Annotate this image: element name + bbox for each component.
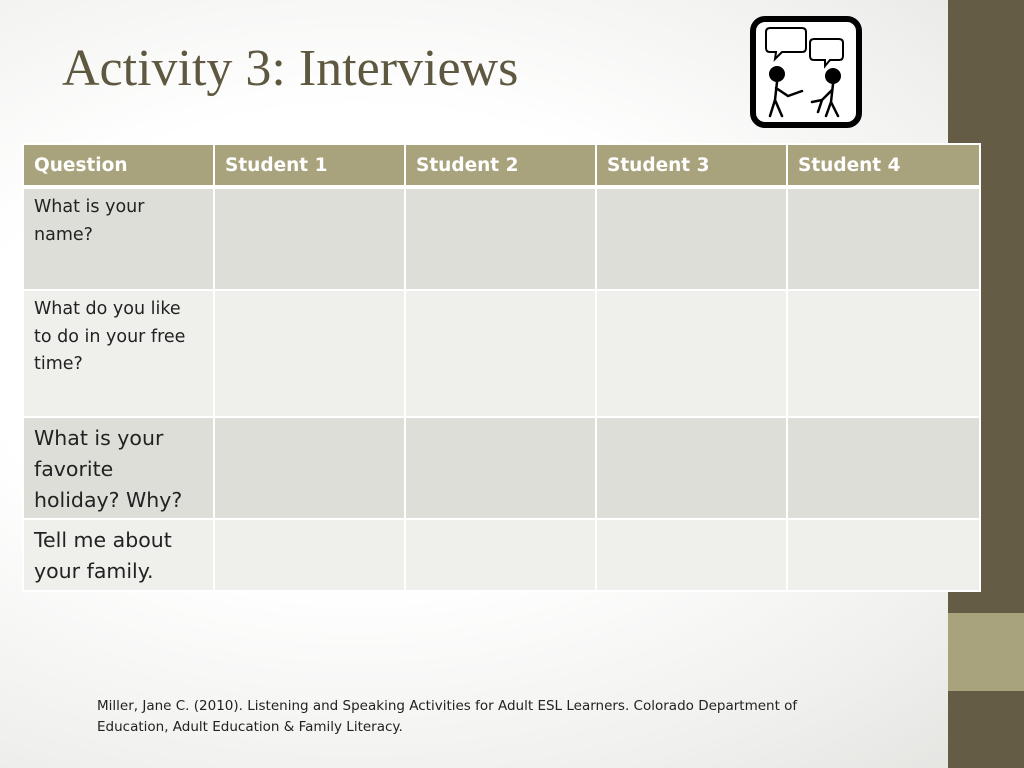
interview-table bbox=[22, 143, 981, 592]
answer-cell[interactable] bbox=[787, 290, 980, 417]
answer-cell[interactable] bbox=[787, 417, 980, 519]
question-cell: Tell me about your family. bbox=[23, 519, 214, 591]
table-row bbox=[23, 519, 980, 591]
answer-cell[interactable] bbox=[214, 290, 405, 417]
column-header-student-3: Student 3 bbox=[596, 144, 787, 187]
column-header-student-4: Student 4 bbox=[787, 144, 980, 187]
slide-title: Activity 3: Interviews bbox=[62, 40, 519, 97]
column-header-student-2: Student 2 bbox=[405, 144, 596, 187]
answer-cell[interactable] bbox=[214, 519, 405, 591]
answer-cell[interactable] bbox=[214, 417, 405, 519]
question-cell: What do you like to do in your free time? bbox=[23, 290, 214, 417]
answer-cell[interactable] bbox=[405, 290, 596, 417]
answer-cell[interactable] bbox=[405, 187, 596, 290]
decorative-sidebar-accent bbox=[948, 613, 1024, 691]
answer-cell[interactable] bbox=[596, 290, 787, 417]
answer-cell[interactable] bbox=[787, 519, 980, 591]
table-header-row bbox=[23, 144, 980, 187]
column-header-question: Question bbox=[23, 144, 214, 187]
answer-cell[interactable] bbox=[596, 187, 787, 290]
question-cell: What is your name? bbox=[23, 187, 214, 290]
answer-cell[interactable] bbox=[596, 519, 787, 591]
answer-cell[interactable] bbox=[405, 519, 596, 591]
table-row bbox=[23, 187, 980, 290]
column-header-student-1: Student 1 bbox=[214, 144, 405, 187]
answer-cell[interactable] bbox=[214, 187, 405, 290]
table-row bbox=[23, 417, 980, 519]
answer-cell[interactable] bbox=[405, 417, 596, 519]
answer-cell[interactable] bbox=[787, 187, 980, 290]
table-row bbox=[23, 290, 980, 417]
citation-text: Miller, Jane C. (2010). Listening and Speaking Activities for Adult ESL Learners. Colorado Department of Education, Adult Education & Family Literacy. bbox=[97, 698, 798, 735]
two-people-talking-icon bbox=[750, 16, 862, 128]
question-cell: What is your favorite holiday? Why? bbox=[23, 417, 214, 519]
answer-cell[interactable] bbox=[596, 417, 787, 519]
